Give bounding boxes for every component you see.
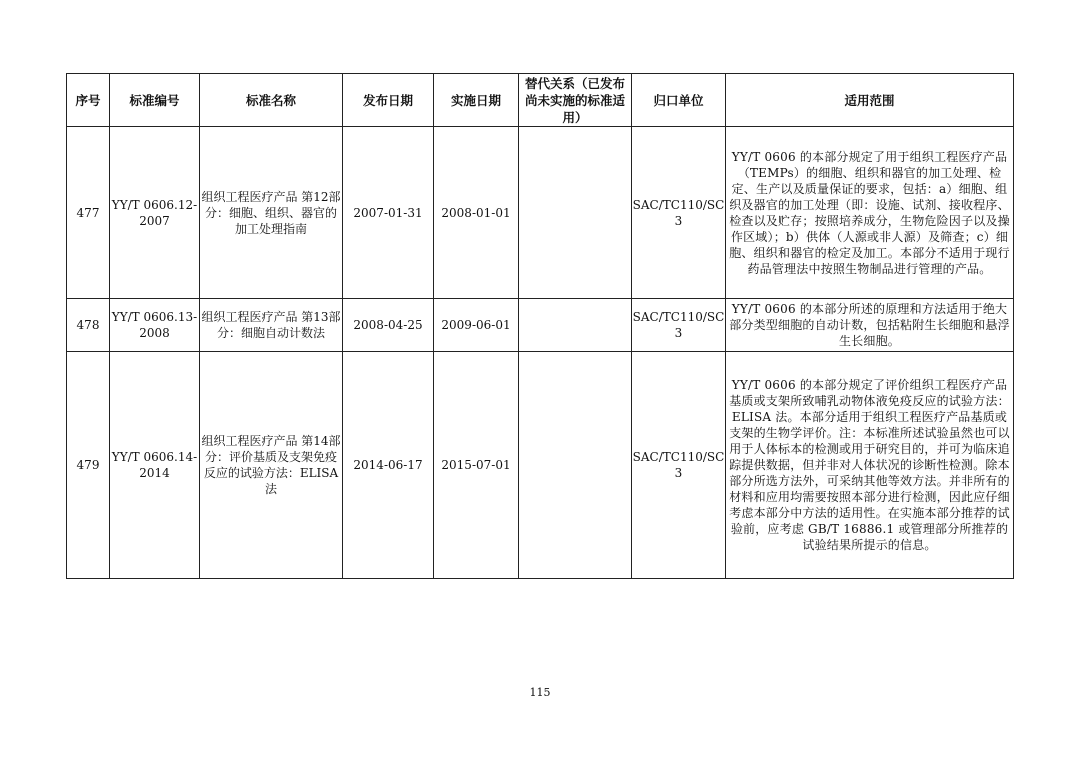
cell-name: 组织工程医疗产品 第14部分：评价基质及支架免疫反应的试验方法：ELISA 法 — [200, 352, 343, 579]
cell-implement-date: 2009-06-01 — [434, 299, 519, 352]
cell-publish-date: 2008-04-25 — [343, 299, 434, 352]
cell-implement-date: 2008-01-01 — [434, 127, 519, 299]
cell-scope: YY/T 0606 的本部分规定了用于组织工程医疗产品（TEMPs）的细胞、组织和器官的加工处理、检定、生产以及质量保证的要求，包括：a）细胞、组织及器官的加工处理（即：设施、试剂、接收程序、检查以及贮存；按照培养成分，生物危险因子以及操作区域）；b）供体（人源或非人源）及筛查；c）细胞、组织和器官的检定及加工。本部分不适用于现行药品管理法中按照生物制品进行管理的产品。 — [726, 127, 1014, 299]
cell-replacement — [519, 352, 632, 579]
cell-name: 组织工程医疗产品 第13部分：细胞自动计数法 — [200, 299, 343, 352]
standards-table — [66, 73, 1014, 579]
cell-publish-date: 2007-01-31 — [343, 127, 434, 299]
table-row — [67, 299, 1014, 352]
cell-seq: 478 — [67, 299, 110, 352]
header-implement-date: 实施日期 — [434, 74, 519, 127]
cell-name: 组织工程医疗产品 第12部分：细胞、组织、器官的加工处理指南 — [200, 127, 343, 299]
cell-replacement — [519, 127, 632, 299]
cell-unit: SAC/TC110/SC3 — [632, 299, 726, 352]
cell-unit: SAC/TC110/SC3 — [632, 352, 726, 579]
page-number: 115 — [529, 686, 551, 699]
header-name: 标准名称 — [200, 74, 343, 127]
cell-unit: SAC/TC110/SC3 — [632, 127, 726, 299]
header-unit: 归口单位 — [632, 74, 726, 127]
cell-implement-date: 2015-07-01 — [434, 352, 519, 579]
cell-scope: YY/T 0606 的本部分所述的原理和方法适用于绝大部分类型细胞的自动计数，包括粘附生长细胞和悬浮生长细胞。 — [726, 299, 1014, 352]
header-scope: 适用范围 — [726, 74, 1014, 127]
header-replacement: 替代关系（已发布尚未实施的标准适用） — [519, 74, 632, 127]
table-row — [67, 127, 1014, 299]
cell-replacement — [519, 299, 632, 352]
table-header-row — [67, 74, 1014, 127]
header-code: 标准编号 — [110, 74, 200, 127]
cell-scope: YY/T 0606 的本部分规定了评价组织工程医疗产品基质或支架所致哺乳动物体液免疫反应的试验方法：ELISA 法。本部分适用于组织工程医疗产品基质或支架的生物学评价。注：本标准所述试验虽然也可以用于人体标本的检测或用于研究目的，并可为临床追踪提供数据，但并非对人体状况的诊断性检测。除本部分所选方法外，可采纳其他等效方法。并非所有的材料和应用均需要按照本部分进行检测，因此应仔细考虑本部分中方法的适用性。在实施本部分推荐的试验前，应考虑 GB/T 16886.1 或管理部分所推荐的试验结果所提示的信息。 — [726, 352, 1014, 579]
cell-code: YY/T 0606.13-2008 — [110, 299, 200, 352]
cell-seq: 477 — [67, 127, 110, 299]
table-row — [67, 352, 1014, 579]
header-seq: 序号 — [67, 74, 110, 127]
cell-code: YY/T 0606.12-2007 — [110, 127, 200, 299]
header-publish-date: 发布日期 — [343, 74, 434, 127]
cell-seq: 479 — [67, 352, 110, 579]
cell-code: YY/T 0606.14-2014 — [110, 352, 200, 579]
cell-publish-date: 2014-06-17 — [343, 352, 434, 579]
